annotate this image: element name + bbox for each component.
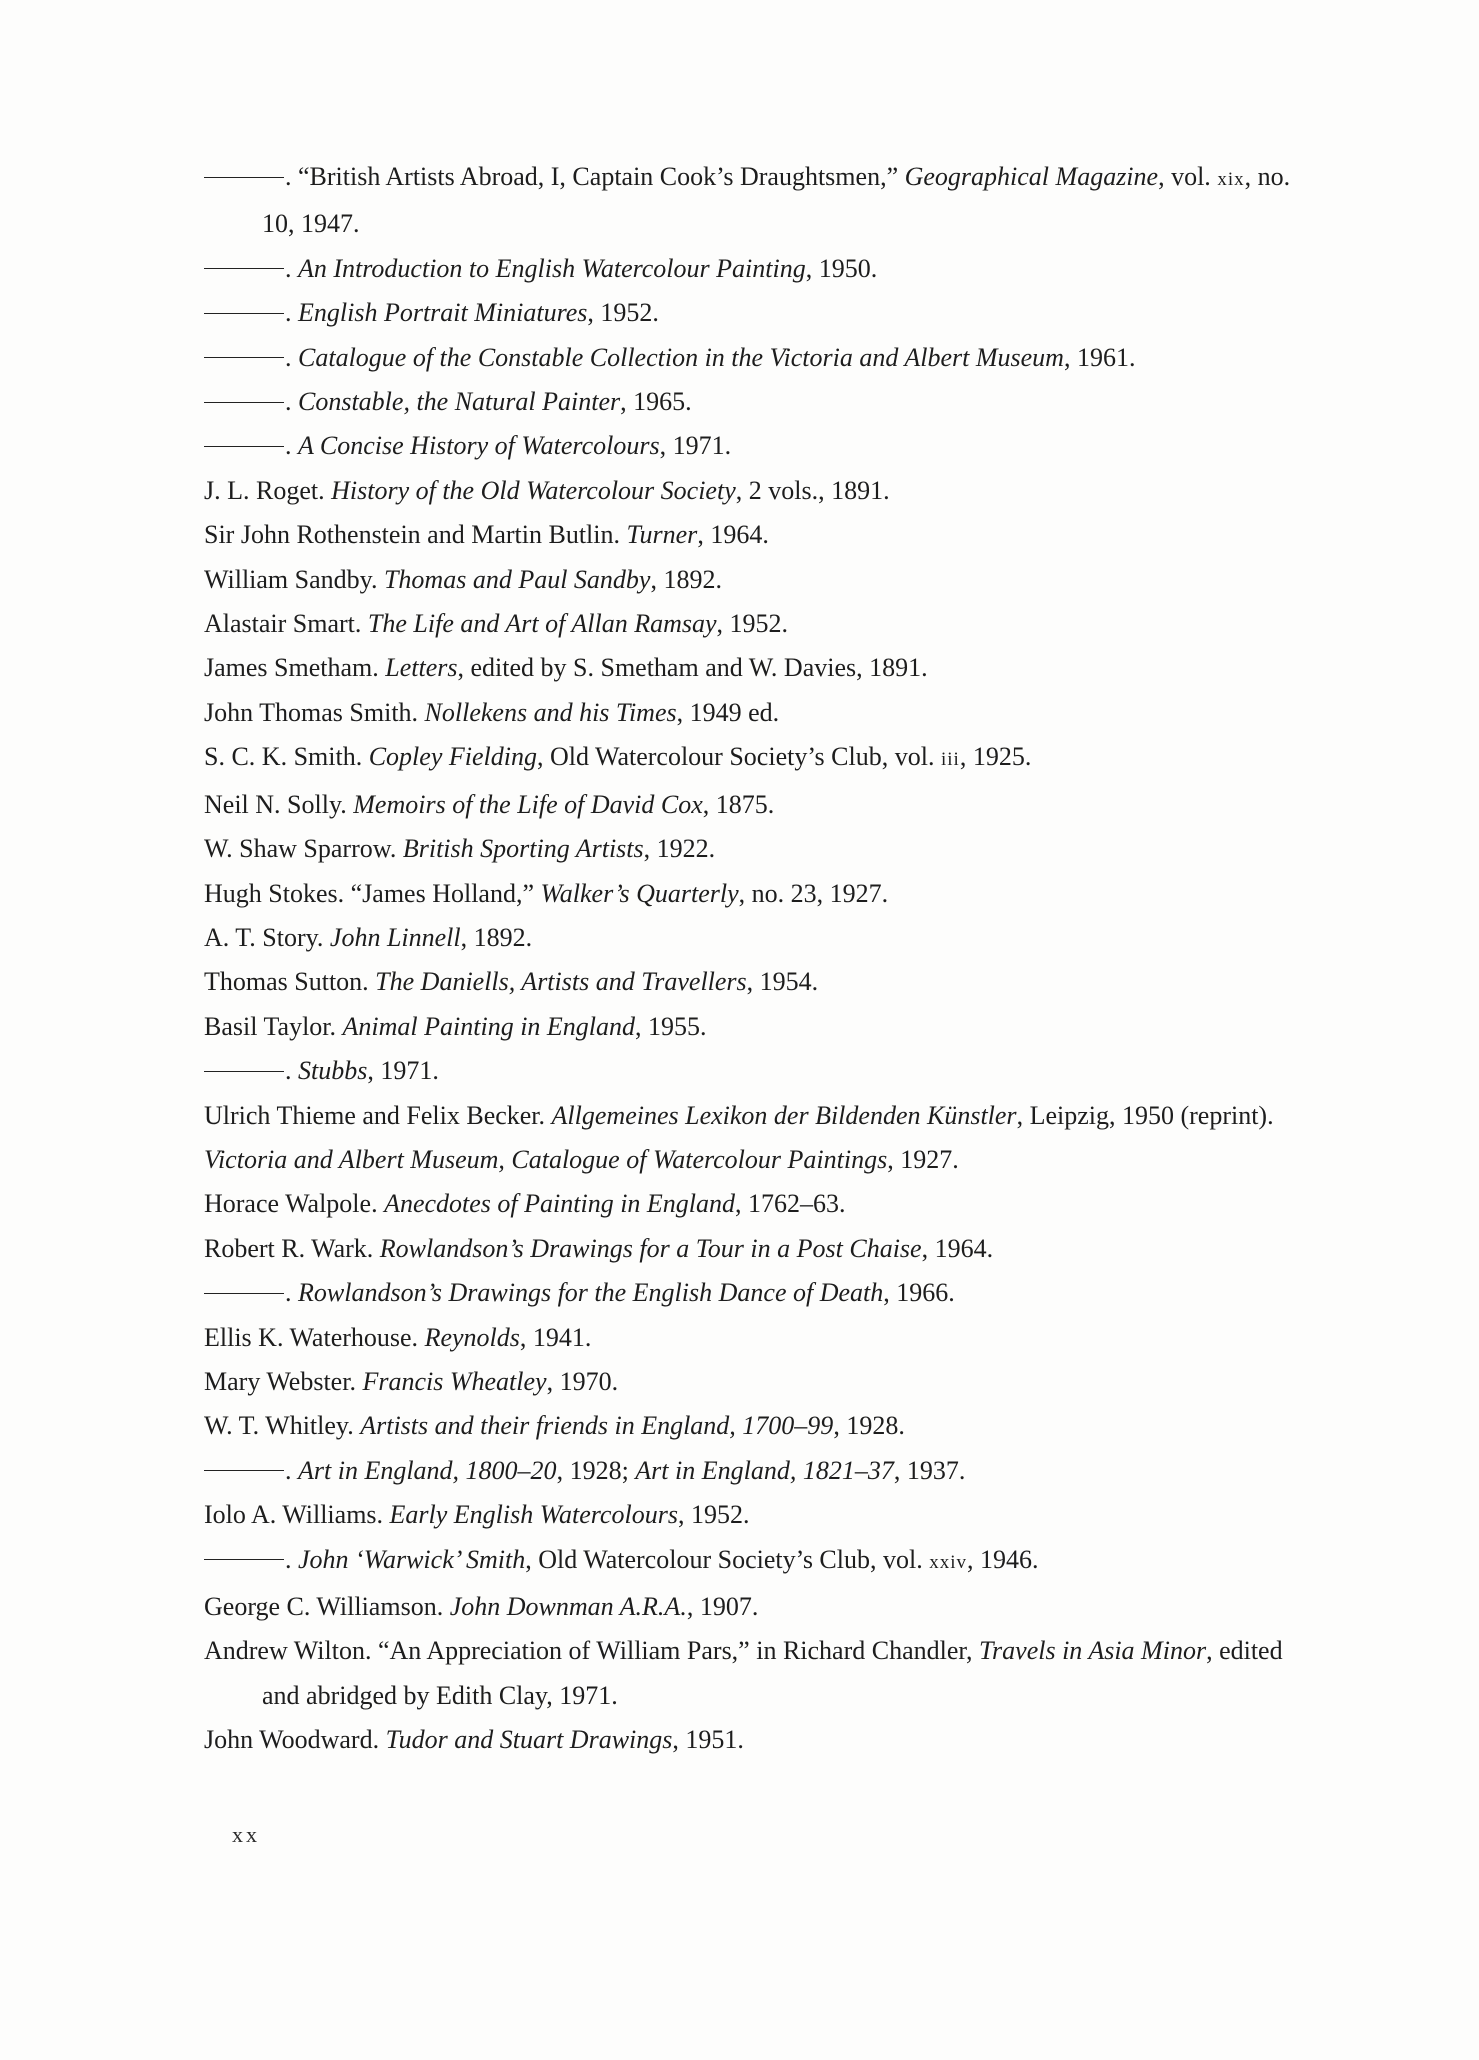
entry-title: British Sporting Artists (402, 834, 644, 864)
bibliography-entry (204, 916, 1294, 960)
bibliography-entry (204, 513, 1294, 557)
entry-title: Memoirs of the Life of David Cox (353, 789, 703, 819)
entry-text: iii (940, 749, 960, 771)
bibliography-entry (204, 1182, 1294, 1226)
entry-text: Ellis K. Waterhouse. (204, 1322, 425, 1352)
entry-text: J. L. Roget. (204, 475, 332, 505)
entry-title: Turner (626, 520, 698, 550)
entry-text: Neil N. Solly. (204, 789, 354, 819)
entry-text: Basil Taylor. (204, 1011, 343, 1041)
bibliography-entry (204, 1049, 1294, 1093)
entry-text: . (285, 342, 298, 372)
entry-title: Catalogue of the Constable Collection in the Victoria and Albert Museum (298, 342, 1064, 372)
entry-text: . (285, 1455, 298, 1485)
entry-title: John Linnell (329, 922, 461, 952)
entry-title: Art in England, 1800–20 (298, 1455, 557, 1485)
entry-text: James Smetham. (204, 653, 386, 683)
ditto-rule (204, 1071, 284, 1072)
entry-title: Tudor and Stuart Drawings (385, 1725, 673, 1755)
entry-title: The Daniells, Artists and Travellers (375, 967, 747, 997)
bibliography-entry (204, 1538, 1294, 1585)
entry-title: Animal Painting in England (342, 1011, 636, 1041)
entry-text: Robert R. Wark. (204, 1233, 380, 1263)
entry-title: Anecdotes of Painting in England (384, 1189, 736, 1219)
entry-text: W. T. Whitley. (204, 1411, 361, 1441)
ditto-rule (204, 1293, 284, 1294)
entry-text: Mary Webster. (204, 1366, 363, 1396)
page-number: xx (232, 1822, 260, 1847)
entry-text: . (285, 431, 298, 461)
ditto-rule (204, 268, 284, 269)
entry-title: The Life and Art of Allan Ramsay (367, 609, 717, 639)
entry-title: Stubbs (298, 1056, 368, 1086)
bibliography-entry (204, 872, 1294, 916)
bibliography-entry (204, 602, 1294, 646)
entry-text: , 1949 ed. (676, 697, 780, 727)
bibliography-entry (204, 291, 1294, 335)
entry-text: , 1946. (967, 1544, 1039, 1574)
entry-text: , 1892. (460, 922, 533, 952)
bibliography-entry (204, 336, 1294, 380)
entry-title: An Introduction to English Watercolour Painting (298, 253, 806, 283)
bibliography-entry (204, 1404, 1294, 1448)
bibliography-entry (204, 380, 1294, 424)
entry-text: , 1875. (702, 789, 775, 819)
entry-title: Walker’s Quarterly (540, 878, 739, 908)
entry-text: xxiv (929, 1551, 968, 1573)
entry-text: . (285, 1278, 298, 1308)
entry-title: Copley Fielding (368, 742, 537, 772)
entry-text: John Woodward. (204, 1725, 386, 1755)
entry-text: , 1952. (677, 1500, 750, 1530)
entry-text: W. Shaw Sparrow. (204, 834, 403, 864)
ditto-rule (204, 402, 284, 403)
ditto-rule (204, 446, 284, 447)
entry-text: , 1762–63. (735, 1189, 846, 1219)
entry-text: , 1952. (587, 298, 659, 328)
entry-text: , no. 23, 1927. (738, 878, 889, 908)
entry-text: xix (1217, 169, 1245, 190)
entry-text: , edited by S. Smetham and W. Davies, 1891. (457, 653, 928, 683)
bibliography-entry (204, 1316, 1294, 1360)
bibliography-entry (204, 469, 1294, 513)
bibliography-entry (204, 1493, 1294, 1537)
entry-title: History of the Old Watercolour Society (331, 475, 736, 505)
ditto-rule (204, 1470, 284, 1471)
entry-title: Geographical Magazine (904, 162, 1159, 191)
entry-text: Horace Walpole. (204, 1189, 385, 1219)
entry-text: , 1941. (519, 1322, 592, 1352)
bibliography-entry (204, 1271, 1294, 1315)
bibliography-entry (204, 783, 1294, 827)
entry-title: Victoria and Albert Museum, Catalogue of Watercolour Paintings (204, 1144, 888, 1174)
entry-text: , 1955. (635, 1011, 707, 1041)
entry-text: . (285, 298, 298, 328)
bibliography-entry (204, 155, 1294, 247)
entry-title: Early English Watercolours (389, 1500, 678, 1530)
entry-text: , 1952. (716, 609, 789, 639)
entry-text: , Old Watercolour Society’s Club, vol. (536, 742, 941, 772)
bibliography-entry (204, 424, 1294, 468)
entry-text: . “British Artists Abroad, I, Captain Cook’s Draughtsmen,” (285, 162, 905, 191)
entry-text: , no. 10, 1947. (262, 162, 1291, 239)
entry-title: Artists and their friends in England, 1700–99 (360, 1411, 834, 1441)
entry-text: , 1964. (697, 520, 769, 550)
entry-text: , 1925. (959, 742, 1032, 772)
bibliography-entry (204, 1629, 1294, 1718)
entry-text: , 1954. (746, 967, 819, 997)
entry-text: Iolo A. Williams. (204, 1500, 390, 1530)
entry-title: Travels in Asia Minor (979, 1636, 1207, 1666)
bibliography-entry (204, 1718, 1294, 1762)
entry-title: Constable, the Natural Painter (298, 387, 621, 417)
entry-text: , 1928; (556, 1455, 636, 1485)
bibliography-entry (204, 247, 1294, 291)
ditto-rule (204, 313, 284, 314)
entry-text: , Leipzig, 1950 (reprint). (1016, 1100, 1274, 1130)
entry-title: Rowlandson’s Drawings for a Tour in a Post Chaise (379, 1233, 922, 1263)
entry-title: Reynolds (424, 1322, 520, 1352)
entry-text: , 1961. (1063, 342, 1136, 372)
entry-title: Thomas and Paul Sandby (383, 564, 651, 594)
entry-text: , 1966. (883, 1278, 955, 1308)
bibliography-entry (204, 960, 1294, 1004)
entry-text: George C. Williamson. (204, 1592, 450, 1621)
bibliography-entry (204, 646, 1294, 690)
entry-text: Sir John Rothenstein and Martin Butlin. (204, 520, 627, 550)
entry-text: William Sandby. (204, 564, 384, 594)
bibliography-entry (204, 1005, 1294, 1049)
entry-text: , 1965. (620, 387, 692, 417)
entry-text: , 1937. (893, 1455, 966, 1485)
bibliography-entry (204, 558, 1294, 602)
bibliography-entry (204, 735, 1294, 782)
bibliography-entry (204, 827, 1294, 871)
entry-text: , 1970. (546, 1366, 619, 1396)
entry-text: Andrew Wilton. “An Appreciation of William Pars,” in Richard Chandler, (204, 1636, 980, 1666)
entry-text: , 1964. (921, 1233, 994, 1263)
entry-title: Art in England, 1821–37 (635, 1455, 894, 1485)
entry-title: Francis Wheatley (362, 1366, 547, 1396)
entry-title: Letters (385, 653, 458, 683)
entry-text: , 1951. (672, 1725, 744, 1755)
entry-text: . (285, 1056, 298, 1086)
entry-text: , 2 vols., 1891. (735, 475, 890, 505)
entry-text: . (285, 387, 298, 417)
entry-text: , Old Watercolour Society’s Club, vol. (525, 1544, 930, 1574)
entry-title: English Portrait Miniatures (298, 298, 588, 328)
entry-text: , 1892. (650, 564, 722, 594)
bibliography-list (204, 155, 1294, 1763)
bibliography-entry (204, 1360, 1294, 1404)
ditto-rule (204, 357, 284, 358)
bibliography-entry (204, 1449, 1294, 1493)
entry-text: . (285, 253, 298, 283)
entry-title: A Concise History of Watercolours (298, 431, 660, 461)
bibliography-entry (204, 1227, 1294, 1271)
entry-title: John Downman A.R.A. (449, 1592, 687, 1621)
entry-text: , 1907. (686, 1592, 759, 1621)
entry-text: , edited and abridged by Edith Clay, 1971. (262, 1636, 1283, 1710)
bibliography-entry (204, 1094, 1294, 1138)
bibliography-entry (204, 691, 1294, 735)
entry-text: Hugh Stokes. “James Holland,” (204, 878, 541, 908)
entry-text: John Thomas Smith. (204, 697, 425, 727)
entry-text: , 1927. (887, 1144, 959, 1174)
entry-text: Thomas Sutton. (204, 967, 376, 997)
ditto-rule (204, 1559, 284, 1560)
entry-text: Ulrich Thieme and Felix Becker. (204, 1100, 552, 1130)
entry-text: Alastair Smart. (204, 609, 368, 639)
entry-text: , 1922. (643, 834, 716, 864)
entry-title: John ‘Warwick’ Smith (298, 1544, 526, 1574)
entry-title: Allgemeines Lexikon der Bildenden Künstler (551, 1100, 1017, 1130)
entry-title: Nollekens and his Times (424, 697, 677, 727)
entry-text: , 1928. (833, 1411, 905, 1441)
entry-text: , 1950. (805, 253, 878, 283)
entry-text: . (285, 1544, 298, 1574)
ditto-rule (204, 177, 284, 178)
bibliography-entry (204, 1585, 1294, 1629)
entry-title: Rowlandson’s Drawings for the English Dance of Death (298, 1278, 884, 1308)
entry-text: A. T. Story. (204, 922, 330, 952)
entry-text: S. C. K. Smith. (204, 742, 369, 772)
entry-text: , 1971. (659, 431, 732, 461)
entry-text: , 1971. (367, 1056, 439, 1086)
entry-text: , vol. (1158, 162, 1218, 191)
bibliography-entry (204, 1138, 1294, 1182)
